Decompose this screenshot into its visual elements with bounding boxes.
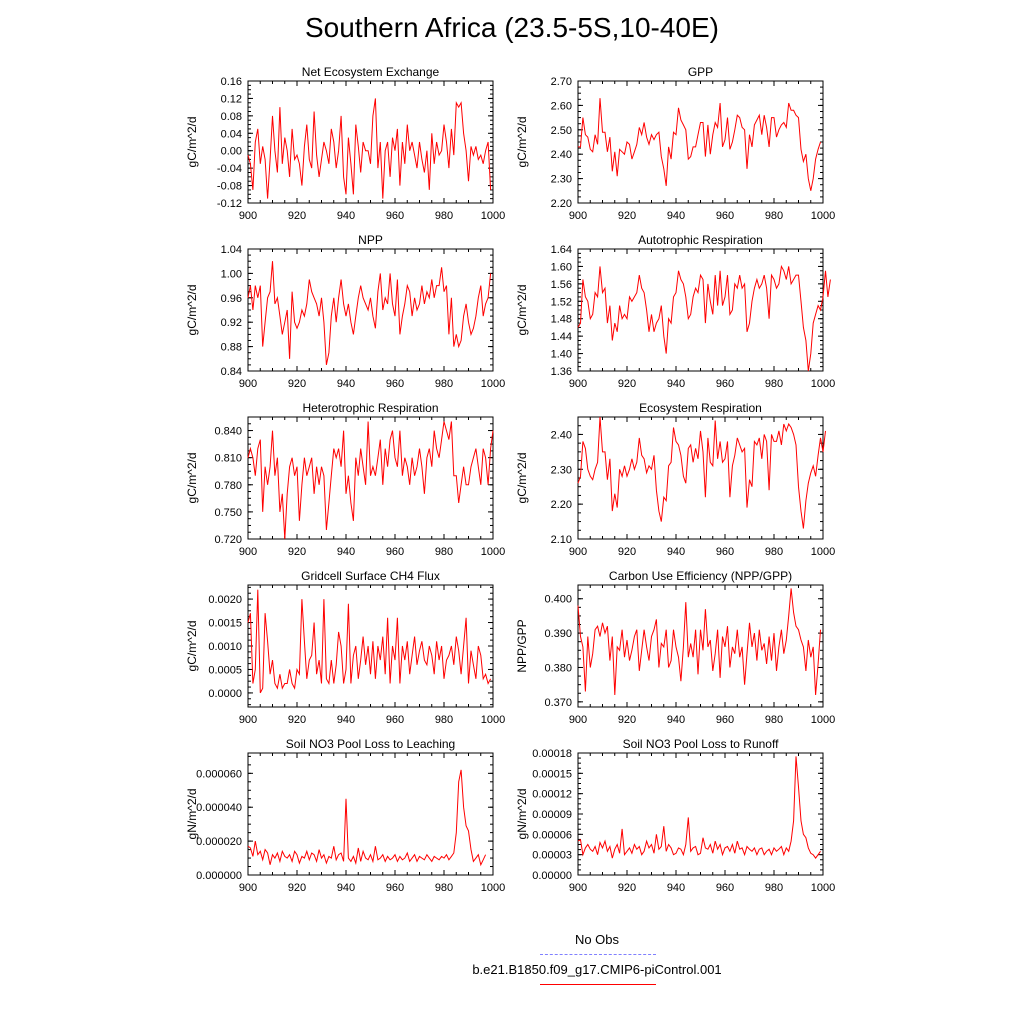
x-tick-label: 980 — [434, 378, 454, 390]
legend-model-label: b.e21.B1850.f09_g17.CMIP6-piControl.001 — [472, 962, 722, 977]
x-tick-label: 900 — [568, 546, 588, 558]
x-tick-label: 920 — [287, 210, 307, 222]
y-tick-label: 0.0015 — [208, 617, 242, 630]
y-tick-label: 0.750 — [214, 506, 242, 519]
y-tick-label: -0.08 — [216, 180, 242, 193]
legend-obs-line — [540, 954, 656, 955]
panel-title: Heterotrophic Respiration — [302, 401, 439, 415]
y-tick-label: 2.50 — [550, 124, 572, 137]
y-tick-label: 0.96 — [220, 292, 242, 305]
y-tick-label: 1.64 — [550, 244, 572, 256]
x-tick-label: 940 — [666, 546, 686, 558]
x-tick-label: 920 — [617, 546, 637, 558]
plot-frame — [248, 249, 493, 371]
panel-title: Net Ecosystem Exchange — [301, 65, 440, 79]
y-axis-label: gC/m^2/d — [185, 452, 199, 504]
y-tick-label: 1.48 — [550, 313, 572, 326]
x-tick-label: 960 — [385, 546, 405, 558]
panel-title: Carbon Use Efficiency (NPP/GPP) — [608, 569, 793, 583]
y-tick-label: 2.30 — [550, 464, 572, 477]
y-tick-label: 0.08 — [220, 110, 242, 123]
x-tick-label: 960 — [715, 714, 735, 726]
y-tick-label: 0.00003 — [532, 849, 572, 862]
y-tick-label: 0.780 — [214, 479, 242, 492]
x-tick-label: 900 — [238, 210, 258, 222]
y-tick-label: 1.40 — [550, 348, 572, 361]
x-tick-label: 940 — [666, 882, 686, 894]
x-tick-label: 980 — [764, 210, 784, 222]
panel-1 — [515, 65, 835, 222]
x-tick-label: 960 — [385, 714, 405, 726]
y-tick-label: 2.30 — [550, 173, 572, 186]
x-tick-label: 1000 — [810, 714, 836, 726]
y-tick-label: 1.04 — [220, 244, 242, 256]
x-tick-label: 980 — [434, 210, 454, 222]
panel-0 — [185, 65, 505, 222]
series-line — [578, 98, 821, 191]
y-tick-label: 2.40 — [550, 149, 572, 162]
plot-frame — [578, 249, 823, 371]
legend-model-line — [540, 984, 656, 985]
x-tick-label: 900 — [568, 210, 588, 222]
x-tick-label: 980 — [764, 546, 784, 558]
y-tick-label: 0.0005 — [208, 664, 242, 677]
x-tick-label: 920 — [287, 546, 307, 558]
y-axis-label: gN/m^2/d — [185, 788, 199, 840]
panel-title: Soil NO3 Pool Loss to Leaching — [285, 737, 456, 751]
plot-frame — [248, 585, 493, 707]
panel-title: GPP — [687, 65, 714, 79]
y-axis-label: gN/m^2/d — [515, 788, 529, 840]
x-tick-label: 1000 — [480, 378, 506, 390]
panel-5 — [515, 401, 835, 558]
series-line — [248, 261, 491, 365]
y-tick-label: 0.04 — [220, 128, 242, 141]
x-tick-label: 1000 — [810, 210, 836, 222]
x-tick-label: 920 — [287, 714, 307, 726]
y-tick-label: 0.000000 — [196, 870, 242, 882]
x-tick-label: 940 — [336, 882, 356, 894]
x-tick-label: 940 — [336, 714, 356, 726]
x-tick-label: 1000 — [480, 882, 506, 894]
y-tick-label: 2.60 — [550, 100, 572, 113]
panel-3 — [515, 233, 835, 390]
figure-title: Southern Africa (23.5-5S,10-40E) — [304, 12, 719, 43]
panel-2 — [185, 233, 505, 390]
x-tick-label: 960 — [715, 378, 735, 390]
panel-title: Soil NO3 Pool Loss to Runoff — [622, 737, 779, 751]
y-tick-label: 0.390 — [544, 628, 572, 641]
x-tick-label: 940 — [666, 714, 686, 726]
panel-9 — [515, 737, 835, 894]
x-tick-label: 940 — [336, 378, 356, 390]
y-tick-label: 0.92 — [220, 317, 242, 330]
panel-7 — [515, 569, 835, 726]
x-tick-label: 940 — [336, 210, 356, 222]
y-tick-label: 2.70 — [550, 76, 572, 88]
y-axis-label: gC/m^2/d — [515, 116, 529, 168]
y-tick-label: 1.60 — [550, 261, 572, 274]
panel-4 — [185, 401, 505, 558]
x-tick-label: 980 — [764, 378, 784, 390]
panel-title: Gridcell Surface CH4 Flux — [301, 569, 440, 583]
y-tick-label: 1.00 — [220, 268, 242, 281]
y-tick-label: 0.720 — [214, 534, 242, 546]
series-line — [248, 98, 491, 198]
y-axis-label: NPP/GPP — [515, 619, 529, 673]
panel-6 — [185, 569, 505, 726]
x-tick-label: 960 — [715, 546, 735, 558]
y-tick-label: 0.00015 — [532, 768, 572, 781]
x-tick-label: 980 — [764, 882, 784, 894]
x-tick-label: 900 — [238, 546, 258, 558]
series-line — [578, 266, 830, 371]
y-tick-label: 0.810 — [214, 452, 242, 465]
plot-frame — [578, 753, 823, 875]
y-tick-label: 2.20 — [550, 499, 572, 512]
y-tick-label: 0.380 — [544, 662, 572, 675]
y-tick-label: 0.12 — [220, 93, 242, 106]
x-tick-label: 960 — [715, 882, 735, 894]
x-tick-label: 920 — [617, 378, 637, 390]
x-tick-label: 1000 — [480, 714, 506, 726]
x-tick-label: 900 — [568, 882, 588, 894]
y-axis-label: gC/m^2/d — [185, 116, 199, 168]
y-tick-label: 0.16 — [220, 76, 242, 88]
x-tick-label: 980 — [434, 714, 454, 726]
plot-frame — [578, 81, 823, 203]
y-tick-label: 0.000040 — [196, 802, 242, 815]
y-tick-label: 0.88 — [220, 341, 242, 354]
legend-obs-label: No Obs — [574, 932, 620, 947]
y-tick-label: 0.000060 — [196, 768, 242, 781]
x-tick-label: 980 — [434, 882, 454, 894]
x-tick-label: 980 — [764, 714, 784, 726]
x-tick-label: 1000 — [810, 378, 836, 390]
series-line — [578, 588, 821, 695]
y-tick-label: 1.44 — [550, 331, 572, 344]
y-tick-label: 0.370 — [544, 696, 572, 709]
x-tick-label: 1000 — [810, 546, 836, 558]
x-tick-label: 920 — [617, 714, 637, 726]
y-tick-label: 0.0000 — [208, 687, 242, 700]
x-tick-label: 980 — [434, 546, 454, 558]
y-tick-label: 2.10 — [550, 534, 572, 546]
x-tick-label: 920 — [287, 882, 307, 894]
y-tick-label: 2.40 — [550, 429, 572, 442]
series-line — [578, 417, 826, 529]
series-line — [248, 770, 486, 865]
y-tick-label: 1.56 — [550, 278, 572, 291]
x-tick-label: 920 — [287, 378, 307, 390]
x-tick-label: 940 — [336, 546, 356, 558]
x-tick-label: 900 — [238, 882, 258, 894]
y-tick-label: 0.00 — [220, 145, 242, 158]
x-tick-label: 960 — [385, 378, 405, 390]
series-line — [578, 756, 821, 858]
y-tick-label: 0.0010 — [208, 641, 242, 653]
y-tick-label: 1.36 — [550, 366, 572, 378]
x-tick-label: 940 — [666, 378, 686, 390]
x-tick-label: 900 — [238, 714, 258, 726]
y-tick-label: 1.52 — [550, 296, 572, 309]
x-tick-label: 940 — [666, 210, 686, 222]
y-axis-label: gC/m^2/d — [515, 284, 529, 336]
x-tick-label: 960 — [385, 210, 405, 222]
series-line — [248, 590, 491, 693]
y-tick-label: 2.20 — [550, 198, 572, 210]
y-tick-label: 0.00000 — [532, 870, 572, 882]
panel-title: Ecosystem Respiration — [639, 401, 762, 415]
panel-title: Autotrophic Respiration — [638, 233, 763, 247]
x-tick-label: 1000 — [480, 546, 506, 558]
y-axis-label: gC/m^2/d — [515, 452, 529, 504]
y-tick-label: 0.400 — [544, 593, 572, 606]
x-tick-label: 920 — [617, 210, 637, 222]
y-tick-label: 0.00018 — [532, 748, 572, 760]
y-tick-label: 0.00012 — [532, 788, 572, 801]
x-tick-label: 900 — [568, 378, 588, 390]
y-tick-label: 0.00006 — [532, 829, 572, 842]
x-tick-label: 1000 — [480, 210, 506, 222]
y-tick-label: -0.12 — [216, 198, 242, 210]
panel-8 — [185, 737, 505, 894]
x-tick-label: 900 — [568, 714, 588, 726]
x-tick-label: 900 — [238, 378, 258, 390]
x-tick-label: 960 — [715, 210, 735, 222]
panel-title: NPP — [358, 233, 383, 247]
y-tick-label: 0.00009 — [532, 809, 572, 821]
y-tick-label: 0.84 — [220, 366, 242, 378]
y-axis-label: gC/m^2/d — [185, 620, 199, 672]
series-line — [248, 422, 493, 540]
x-tick-label: 1000 — [810, 882, 836, 894]
x-tick-label: 960 — [385, 882, 405, 894]
y-axis-label: gC/m^2/d — [185, 284, 199, 336]
y-tick-label: 0.0020 — [208, 594, 242, 607]
y-tick-label: 0.000020 — [196, 836, 242, 849]
x-tick-label: 920 — [617, 882, 637, 894]
y-tick-label: -0.04 — [216, 163, 242, 176]
y-tick-label: 0.840 — [214, 425, 242, 438]
